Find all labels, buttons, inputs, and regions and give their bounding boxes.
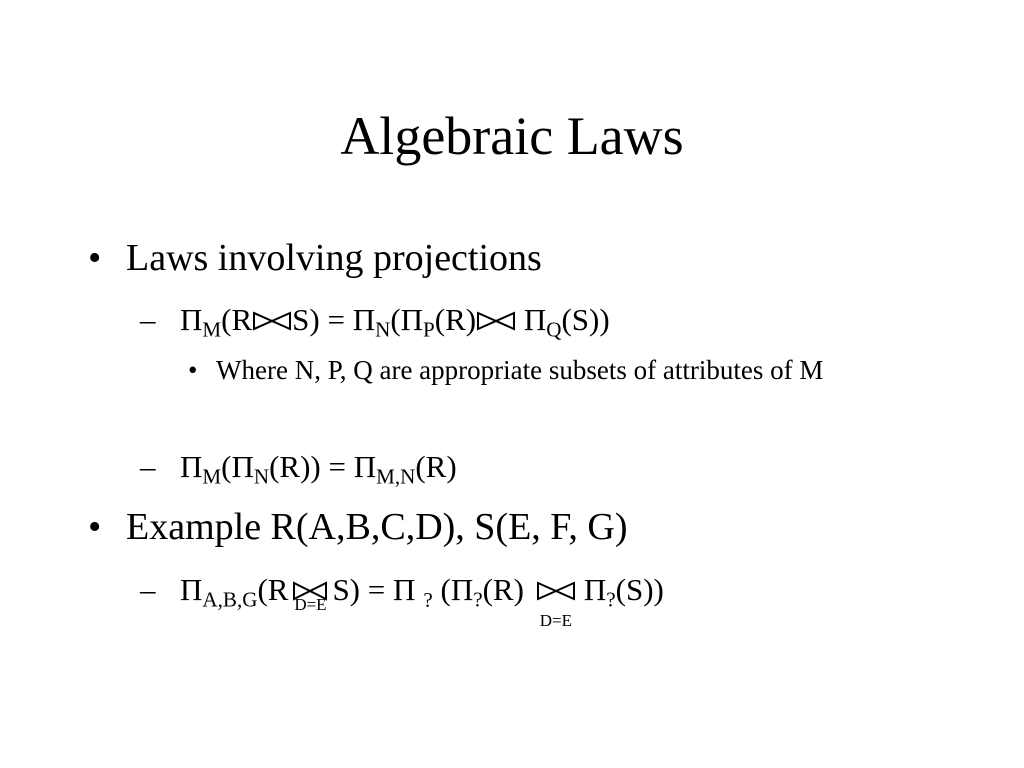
formula-text: (R	[257, 572, 289, 607]
pi-symbol: Π	[352, 302, 376, 337]
theta-join-operator	[292, 572, 328, 614]
formula-text: (	[221, 449, 232, 484]
pi-symbol: Π	[450, 572, 474, 607]
formula-text: (R)	[482, 572, 524, 607]
natural-join-icon	[476, 311, 516, 331]
subscript: M	[202, 317, 222, 342]
subscript: M,N	[376, 464, 416, 489]
pi-symbol: Π	[180, 302, 203, 337]
subscript: N	[375, 317, 391, 342]
join-condition: D=E	[294, 595, 327, 614]
law-projection-cascade	[140, 449, 457, 489]
pi-symbol: Π	[231, 449, 254, 484]
subscript: M	[202, 464, 222, 489]
slide-title: Algebraic Laws	[340, 106, 684, 166]
bullet-marker: •	[188, 355, 198, 385]
bullet-marker: •	[88, 506, 102, 548]
formula-text: (	[390, 302, 401, 337]
subscript: ?	[606, 587, 616, 612]
subscript: ?	[473, 587, 483, 612]
formula-text: (R)	[415, 449, 457, 484]
formula-text: (S))	[615, 572, 664, 607]
law-projection-join	[140, 302, 610, 342]
subscript: ?	[423, 587, 433, 612]
subscript: N	[253, 464, 270, 489]
formula-text: (R	[221, 302, 253, 337]
subscript: A,B,G	[202, 587, 258, 612]
natural-join-icon	[252, 311, 292, 331]
pi-symbol: Π	[180, 572, 203, 607]
pi-symbol: Π	[353, 449, 377, 484]
dash-marker: –	[140, 572, 156, 607]
bullet-example	[88, 505, 628, 549]
theta-join-operator	[536, 572, 576, 630]
example-formula	[140, 572, 664, 630]
bullet-projection-laws	[88, 236, 542, 280]
dash-marker: –	[140, 302, 156, 337]
formula-text: (S))	[561, 302, 610, 337]
formula-text	[516, 302, 524, 337]
note-text: Where N, P, Q are appropriate subsets of attributes of M	[216, 355, 824, 385]
note-subsets	[188, 350, 916, 390]
join-icon	[536, 581, 576, 601]
bullet-text: Laws involving projections	[126, 237, 542, 279]
pi-symbol: Π	[180, 449, 203, 484]
dash-marker: –	[140, 449, 156, 484]
pi-symbol: Π	[400, 302, 424, 337]
pi-symbol: Π	[583, 572, 607, 607]
join-condition: D=E	[539, 611, 573, 630]
subscript: Q	[546, 317, 562, 342]
formula-text: (	[432, 572, 451, 607]
bullet-marker: •	[88, 237, 102, 279]
bullet-text: Example R(A,B,C,D), S(E, F, G)	[126, 506, 628, 548]
formula-text: S) =	[292, 302, 353, 337]
formula-text: (R)) =	[269, 449, 354, 484]
pi-symbol: Π	[392, 572, 416, 607]
formula-text: (R)	[434, 302, 477, 337]
pi-symbol: Π	[523, 302, 547, 337]
subscript: P	[423, 317, 435, 342]
formula-text: S) =	[332, 572, 393, 607]
